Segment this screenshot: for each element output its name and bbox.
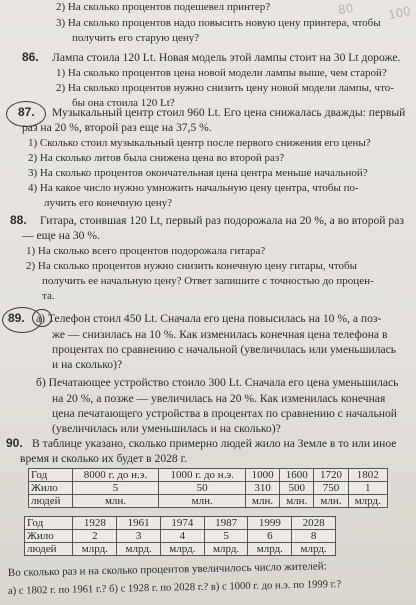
table-cell: 4 <box>160 530 204 543</box>
table-cell: Год <box>29 469 73 482</box>
table-cell: 2 <box>73 530 117 543</box>
table-cell: млн. <box>72 495 159 508</box>
question-line: получить его старую цену? <box>72 32 200 44</box>
problem-text: цена печатающего устройства в процентах по сравнению с начальной <box>52 407 397 420</box>
table-cell: млн. <box>280 495 314 508</box>
table-cell: Жило <box>25 530 73 543</box>
problem-text: — еще на 30 %. <box>22 229 100 242</box>
table-cell: 500 <box>280 482 314 495</box>
table-cell: млрд. <box>248 543 292 556</box>
table-cell: млн. <box>159 495 246 508</box>
table-row <box>25 517 336 530</box>
table-cell: 750 <box>314 482 348 495</box>
question-line: 2) На сколько литов была снижена цена во второй раз? <box>28 152 285 164</box>
problem-text: время и сколько их будет в 2028 г. <box>20 452 187 465</box>
table-cell: 1 <box>348 482 387 495</box>
question-line: 2) На сколько процентов нужно снизить цену новой модели лампы, что- <box>56 82 394 94</box>
question-line: та. <box>42 290 55 302</box>
question-line: 1) На сколько процентов цена новой модели лампы выше, чем старой? <box>56 67 387 79</box>
problem-text: Лампа стоила 120 Lt. Новая модель этой лампы стоит на 30 Lt дороже. <box>52 51 401 64</box>
problem-text: Гитара, стоившая 120 Lt, первый раз подорожала на 20 %, а во второй раз <box>40 214 404 227</box>
question-line: 3) На сколько процентов окончательная цена центра меньше начальной? <box>28 167 368 179</box>
table-cell: 50 <box>159 482 246 495</box>
problem-text: Музыкальный центр стоил 960 Lt. Его цена снижалась дважды: первый <box>52 106 406 119</box>
question-line: 2) На сколько процентов подешевел принтер? <box>56 1 271 13</box>
problem-number: 90. <box>6 436 23 450</box>
problem-text: а) Телефон стоил 450 Lt. Сначала его цена повысилась на 10 %, а поз- <box>36 312 382 325</box>
table-cell: млрд. <box>117 543 161 556</box>
population-table-1 <box>28 468 388 508</box>
table-cell: 2028 <box>292 517 336 530</box>
table-cell: 6 <box>248 530 292 543</box>
table-cell: 1000 г. до н.э. <box>159 469 246 482</box>
table-cell: млрд. <box>348 495 387 508</box>
problem-number: 89. <box>8 311 25 325</box>
table-cell: 1928 <box>73 517 117 530</box>
table-cell: млрд. <box>160 543 204 556</box>
table-cell: Год <box>25 517 73 530</box>
table-cell: людей <box>25 543 73 556</box>
problem-number: 88. <box>10 213 27 227</box>
table-cell: млн. <box>314 495 348 508</box>
margin-note: 100 <box>386 3 413 23</box>
table-row <box>29 482 388 495</box>
table-row <box>29 495 388 508</box>
problem-text: б) Печатающее устройство стоило 300 Lt. Сначала его цена уменьшилась <box>36 376 399 389</box>
problem-text: процентах по сравнению с начальной (увеличилась или уменьшилась <box>52 343 397 356</box>
table-cell: 1987 <box>204 517 248 530</box>
problem-text: раз на 20 %, второй раз еще на 37,5 %. <box>22 121 212 134</box>
table-cell: 1961 <box>117 517 161 530</box>
question-line: 4) На какое число нужно умножить начальную цену центра, чтобы по- <box>28 182 359 194</box>
question-line: лучить его конечную цену? <box>44 197 173 209</box>
question-line: Во сколько раз и на сколько процентов увеличилось число жителей: <box>7 560 327 579</box>
table-cell: млн. <box>246 495 280 508</box>
problem-text: же — снизилась на 10 %. Как изменилась конечная цена телефона в <box>52 328 388 341</box>
population-table-2 <box>24 516 336 556</box>
table-cell: 8000 г. до н.э. <box>72 469 159 482</box>
question-line: 1) На сколько всего процентов подорожала гитара? <box>26 245 266 257</box>
table-cell: 1802 <box>348 469 387 482</box>
table-row <box>25 543 336 556</box>
problem-number: 87. <box>18 105 35 119</box>
table-cell: 3 <box>117 530 161 543</box>
table-cell: 5 <box>204 530 248 543</box>
table-cell: млрд. <box>73 543 117 556</box>
question-line: 1) Сколько стоил музыкальный центр после первого снижения его цены? <box>28 137 371 149</box>
question-line: 3) На сколько процентов надо повысить новую цену принтера, чтобы <box>56 17 381 29</box>
table-cell: людей <box>29 495 73 508</box>
question-line: 2) На сколько процентов нужно снизить конечную цену гитары, чтобы <box>26 260 358 272</box>
table-row <box>29 469 388 482</box>
question-line: а) с 1802 г. по 1961 г.? б) с 1928 г. по 2028 г.? в) с 1000 г. до н.э. по 1999 г.? <box>7 579 342 597</box>
question-line: получить ее начальную цену? Ответ запишите с точностью до процен- <box>42 275 374 287</box>
problem-text: (увеличилась или уменьшилась и на сколько)? <box>52 422 281 435</box>
table-row <box>25 530 336 543</box>
table-cell: млрд. <box>292 543 336 556</box>
table-cell: 1974 <box>160 517 204 530</box>
table-cell: Жило <box>29 482 73 495</box>
table-cell: 1000 <box>246 469 280 482</box>
margin-note: 80 <box>337 1 355 17</box>
table-cell: 1720 <box>314 469 348 482</box>
table-cell: 310 <box>246 482 280 495</box>
question-line: бы она стоила 120 Lt? <box>72 97 175 109</box>
problem-number: 86. <box>22 50 39 64</box>
problem-text: на 20 %, а позже — увеличилась на 20 %. Как изменилась конечная <box>52 392 386 405</box>
table-cell: 1600 <box>280 469 314 482</box>
problem-text: В таблице указано, сколько примерно людей жило на Земле в то или иное <box>32 437 397 450</box>
table-cell: 1999 <box>248 517 292 530</box>
table-cell: 8 <box>292 530 336 543</box>
table-cell: млрд. <box>204 543 248 556</box>
table-cell: 5 <box>72 482 159 495</box>
problem-text: и на сколько)? <box>52 358 123 371</box>
